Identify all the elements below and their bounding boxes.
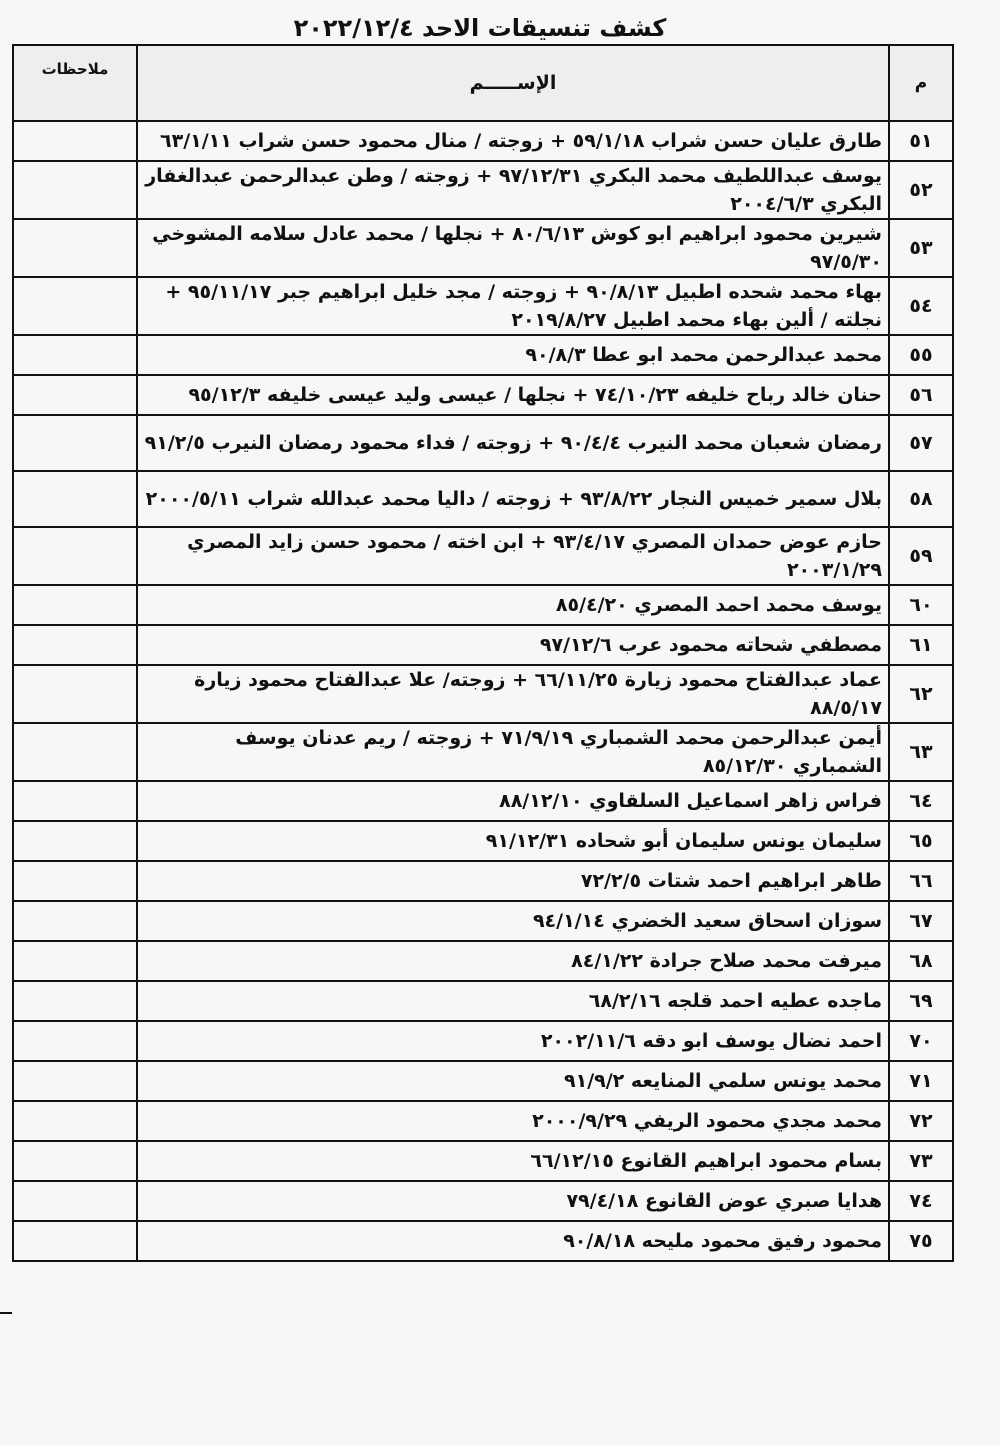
row-name: طارق عليان حسن شراب ٥٩/١/١٨ + زوجته / منال محمود حسن شراب ٦٣/١/١١	[137, 121, 889, 161]
row-name: حنان خالد رباح خليفه ٧٤/١٠/٢٣ + نجلها / عيسى وليد عيسى خليفه ٩٥/١٢/٣	[137, 375, 889, 415]
row-number: ٧١	[889, 1061, 953, 1101]
row-number: ٦٨	[889, 941, 953, 981]
header-notes: ملاحظات	[13, 45, 137, 121]
row-name: هدايا صبري عوض القانوع ٧٩/٤/١٨	[137, 1181, 889, 1221]
row-name: محمد مجدي محمود الريفي ٢٠٠٠/٩/٢٩	[137, 1101, 889, 1141]
row-notes	[13, 665, 137, 723]
page-title: كشف تنسيقات الاحد ٢٠٢٢/١٢/٤	[293, 14, 667, 42]
table-row	[13, 901, 953, 941]
row-notes	[13, 277, 137, 335]
row-notes	[13, 1061, 137, 1101]
table-row	[13, 1181, 953, 1221]
table-row	[13, 375, 953, 415]
row-number: ٦٩	[889, 981, 953, 1021]
table-row	[13, 861, 953, 901]
row-name: بسام محمود ابراهيم القانوع ٦٦/١٢/١٥	[137, 1141, 889, 1181]
row-notes	[13, 585, 137, 625]
row-name: ماجده عطيه احمد قلجه ٦٨/٢/١٦	[137, 981, 889, 1021]
row-number: ٥٣	[889, 219, 953, 277]
row-notes	[13, 527, 137, 585]
row-number: ٦٦	[889, 861, 953, 901]
row-name: احمد نضال يوسف ابو دقه ٢٠٠٢/١١/٦	[137, 1021, 889, 1061]
row-number: ٦٣	[889, 723, 953, 781]
row-notes	[13, 219, 137, 277]
row-number: ٦٢	[889, 665, 953, 723]
table-row	[13, 471, 953, 527]
row-number: ٥١	[889, 121, 953, 161]
row-notes	[13, 121, 137, 161]
row-number: ٥٩	[889, 527, 953, 585]
row-notes	[13, 375, 137, 415]
row-number: ٦٠	[889, 585, 953, 625]
row-notes	[13, 625, 137, 665]
row-notes	[13, 335, 137, 375]
row-number: ٧٥	[889, 1221, 953, 1261]
table-row	[13, 781, 953, 821]
row-name: سوزان اسحاق سعيد الخضري ٩٤/١/١٤	[137, 901, 889, 941]
row-name: رمضان شعبان محمد النيرب ٩٠/٤/٤ + زوجته / فداء محمود رمضان النيرب ٩١/٢/٥	[137, 415, 889, 471]
row-name: مصطفي شحاته محمود عرب ٩٧/١٢/٦	[137, 625, 889, 665]
row-number: ٦١	[889, 625, 953, 665]
row-number: ٥٦	[889, 375, 953, 415]
table-row	[13, 941, 953, 981]
row-notes	[13, 821, 137, 861]
row-name: بهاء محمد شحده اطبيل ٩٠/٨/١٣ + زوجته / مجد خليل ابراهيم جبر ٩٥/١١/١٧ + نجلته / ألين بهاء محمد اطبيل ٢٠١٩/٨/٢٧	[137, 277, 889, 335]
row-number: ٦٤	[889, 781, 953, 821]
table-row	[13, 1101, 953, 1141]
row-notes	[13, 1141, 137, 1181]
row-number: ٧٣	[889, 1141, 953, 1181]
table-header-row	[13, 45, 953, 121]
row-notes	[13, 1221, 137, 1261]
row-name: فراس زاهر اسماعيل السلقاوي ٨٨/١٢/١٠	[137, 781, 889, 821]
row-name: يوسف عبداللطيف محمد البكري ٩٧/١٢/٣١ + زوجته / وطن عبدالرحمن عبدالغفار البكري ٢٠٠٤/٦/٣	[137, 161, 889, 219]
row-name: يوسف محمد احمد المصري ٨٥/٤/٢٠	[137, 585, 889, 625]
table-row	[13, 121, 953, 161]
row-number: ٧٤	[889, 1181, 953, 1221]
table-row	[13, 277, 953, 335]
table-body	[13, 121, 953, 1261]
table-row	[13, 665, 953, 723]
row-notes	[13, 941, 137, 981]
row-number: ٦٧	[889, 901, 953, 941]
header-name: الإســـــم	[137, 45, 889, 121]
row-name: شيرين محمود ابراهيم ابو كوش ٨٠/٦/١٣ + نجلها / محمد عادل سلامه المشوخي ٩٧/٥/٣٠	[137, 219, 889, 277]
table-row	[13, 1141, 953, 1181]
row-notes	[13, 161, 137, 219]
row-number: ٥٥	[889, 335, 953, 375]
row-name: محمود رفيق محمود مليحه ٩٠/٨/١٨	[137, 1221, 889, 1261]
table-row	[13, 723, 953, 781]
table-row	[13, 981, 953, 1021]
row-name: حازم عوض حمدان المصري ٩٣/٤/١٧ + ابن اخته / محمود حسن زايد المصري ٢٠٠٣/١/٢٩	[137, 527, 889, 585]
row-notes	[13, 723, 137, 781]
row-notes	[13, 781, 137, 821]
table-row	[13, 527, 953, 585]
row-name: طاهر ابراهيم احمد شتات ٧٢/٢/٥	[137, 861, 889, 901]
row-name: محمد يونس سلمي المنايعه ٩١/٩/٢	[137, 1061, 889, 1101]
row-name: بلال سمير خميس النجار ٩٣/٨/٢٢ + زوجته / داليا محمد عبدالله شراب ٢٠٠٠/٥/١١	[137, 471, 889, 527]
row-notes	[13, 1181, 137, 1221]
row-name: ميرفت محمد صلاح جرادة ٨٤/١/٢٢	[137, 941, 889, 981]
table-row	[13, 1061, 953, 1101]
table-row	[13, 585, 953, 625]
row-notes	[13, 981, 137, 1021]
row-number: ٥٧	[889, 415, 953, 471]
row-notes	[13, 415, 137, 471]
row-number: ٧٢	[889, 1101, 953, 1141]
row-name: عماد عبدالفتاح محمود زيارة ٦٦/١١/٢٥ + زوجته/ علا عبدالفتاح محمود زيارة ٨٨/٥/١٧	[137, 665, 889, 723]
table-row	[13, 625, 953, 665]
row-number: ٧٠	[889, 1021, 953, 1061]
row-name: أيمن عبدالرحمن محمد الشمباري ٧١/٩/١٩ + زوجته / ريم عدنان يوسف الشمباري ٨٥/١٢/٣٠	[137, 723, 889, 781]
header-number: م	[889, 45, 953, 121]
divider	[0, 1312, 12, 1314]
row-name: سليمان يونس سليمان أبو شحاده ٩١/١٢/٣١	[137, 821, 889, 861]
table-row	[13, 1021, 953, 1061]
coordination-table	[12, 44, 954, 1262]
table-row	[13, 161, 953, 219]
row-notes	[13, 1101, 137, 1141]
row-notes	[13, 861, 137, 901]
row-notes	[13, 901, 137, 941]
table-row	[13, 821, 953, 861]
row-number: ٥٤	[889, 277, 953, 335]
table-row	[13, 219, 953, 277]
row-name: محمد عبدالرحمن محمد ابو عطا ٩٠/٨/٣	[137, 335, 889, 375]
row-notes	[13, 471, 137, 527]
row-number: ٥٨	[889, 471, 953, 527]
row-notes	[13, 1021, 137, 1061]
row-number: ٥٢	[889, 161, 953, 219]
table-row	[13, 415, 953, 471]
table-row	[13, 1221, 953, 1261]
table-row	[13, 335, 953, 375]
row-number: ٦٥	[889, 821, 953, 861]
